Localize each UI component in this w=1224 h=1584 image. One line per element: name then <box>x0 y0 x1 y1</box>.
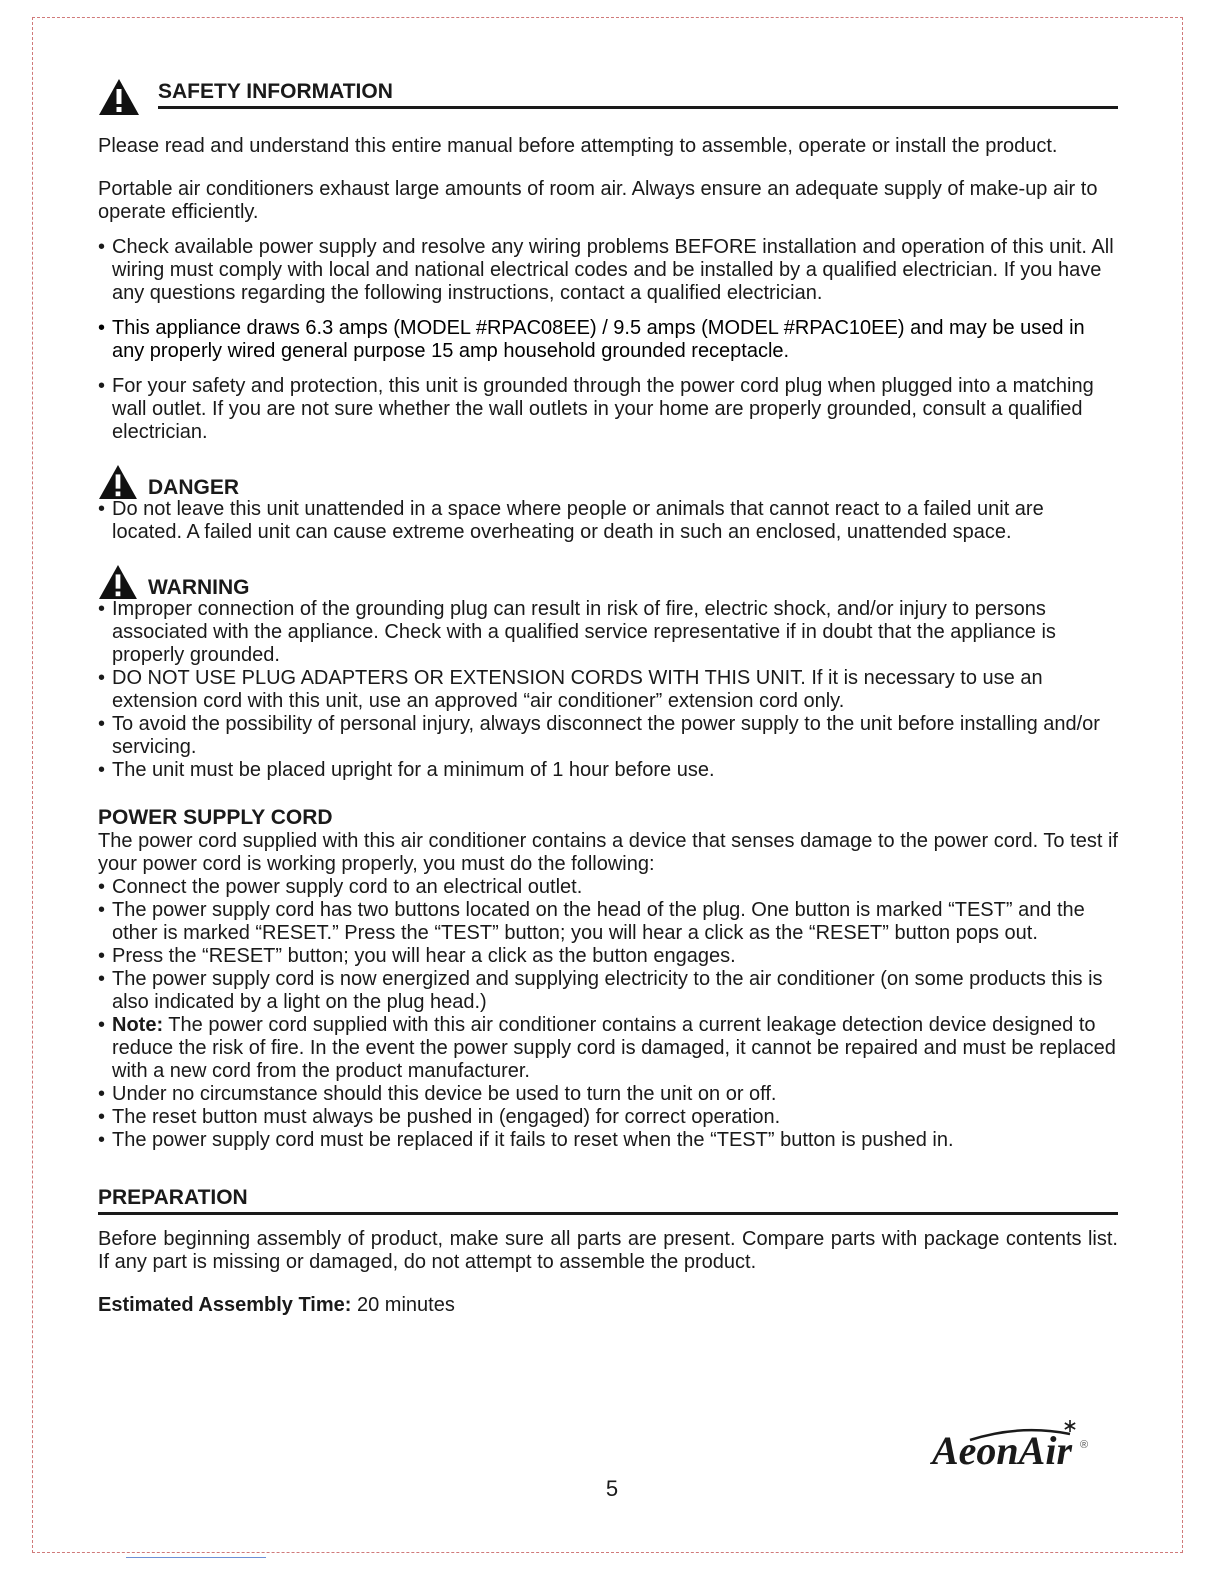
logo-wordmark: AeonAir <box>932 1428 1073 1473</box>
preparation-text: Before beginning assembly of product, make sure all parts are present. Compare parts with package contents list. If any part is missing or damaged, do not attempt to assemble the product. <box>98 1228 1118 1273</box>
power-cord-bullet: • Press the “RESET” button; you will hear a click as the button engages. <box>98 945 1118 968</box>
preparation-title: PREPARATION <box>98 1186 248 1209</box>
safety-bullet: • This appliance draws 6.3 amps (MODEL #RPAC08EE) / 9.5 amps (MODEL #RPAC10EE) and may be used in any properly wired general purpose 15 amp household grounded receptacle. <box>98 317 1118 363</box>
warning-bullet: • DO NOT USE PLUG ADAPTERS OR EXTENSION CORDS WITH THIS UNIT. If it is necessary to use an extension cord with this unit, use an approved “air conditioner” extension cord only. <box>98 667 1118 713</box>
note-text: The power cord supplied with this air conditioner contains a current leakage detection device designed to reduce the risk of fire. In the event the power supply cord is damaged, it cannot be repaired and must be replaced with a new cord from the product manufacturer. <box>112 1014 1116 1082</box>
safety-header <box>98 76 1118 108</box>
power-cord-title: POWER SUPPLY CORD <box>98 806 333 829</box>
page-edge-mark <box>126 1557 266 1558</box>
warning-label: WARNING <box>148 576 250 599</box>
danger-label: DANGER <box>148 476 240 499</box>
assembly-time-label: Estimated Assembly Time: <box>98 1294 352 1316</box>
preparation-header <box>98 1182 1118 1214</box>
safety-bullet: • Check available power supply and resolve any wiring problems BEFORE installation and operation of this unit. All wiring must comply with local and national electrical codes and be installed by a qualified electrician. If you have any questions regarding the following instructions, contact a qualified electrician. <box>98 236 1118 305</box>
safety-rule <box>158 106 1118 109</box>
power-cord-bullet: • Connect the power supply cord to an electrical outlet. <box>98 876 1118 899</box>
page-number: 5 <box>605 1476 619 1501</box>
danger-bullet: • Do not leave this unit unattended in a space where people or animals that cannot react to a failed unit are located. A failed unit can cause extreme overheating or death in such an enclosed, unattended space. <box>98 498 1118 544</box>
power-cord-bullet: • The power supply cord has two buttons located on the head of the plug. One button is marked “TEST” and the other is marked “RESET.” Press the “TEST” button; you will hear a click as the “RESET” button pops out. <box>98 899 1118 945</box>
assembly-time <box>98 1294 1118 1317</box>
warning-triangle-icon <box>98 78 140 116</box>
warning-bullet: • Improper connection of the grounding plug can result in risk of fire, electric shock, and/or injury to persons associated with the appliance. Check with a qualified service representative if in doubt that the appliance is properly grounded. <box>98 598 1118 667</box>
warning-bullet: • The unit must be placed upright for a minimum of 1 hour before use. <box>98 759 1118 782</box>
power-cord-note <box>98 1014 1118 1083</box>
power-cord-bullet: • The reset button must always be pushed in (engaged) for correct operation. <box>98 1106 1118 1129</box>
warning-triangle-icon <box>98 564 138 600</box>
power-cord-bullet: • The power supply cord must be replaced if it fails to reset when the “TEST” button is pushed in. <box>98 1129 1118 1152</box>
power-cord-bullet: • Under no circumstance should this device be used to turn the unit on or off. <box>98 1083 1118 1106</box>
safety-bullet: • For your safety and protection, this unit is grounded through the power cord plug when plugged into a matching wall outlet. If you are not sure whether the wall outlets in your home are properly grounded, consult a qualified electrician. <box>98 375 1118 444</box>
power-cord-bullet: • The power supply cord is now energized and supplying electricity to the air conditioner (on some products this is also indicated by a light on the plug head.) <box>98 968 1118 1014</box>
danger-header <box>98 470 1118 498</box>
warning-bullet: • To avoid the possibility of personal injury, always disconnect the power supply to the unit before installing and/or servicing. <box>98 713 1118 759</box>
power-cord-intro: The power cord supplied with this air conditioner contains a device that senses damage to the power cord. To test if your power cord is working properly, you must do the following: <box>98 830 1118 875</box>
warning-triangle-icon <box>98 464 138 500</box>
safety-intro-2: Portable air conditioners exhaust large amounts of room air. Always ensure an adequate supply of make-up air to operate efficiently. <box>98 178 1098 223</box>
assembly-time-value: 20 minutes <box>351 1294 455 1316</box>
warning-header <box>98 570 1118 598</box>
aeonair-logo <box>930 1418 1090 1478</box>
safety-intro-1: Please read and understand this entire manual before attempting to assemble, operate or install the product. <box>98 135 1058 157</box>
safety-title: SAFETY INFORMATION <box>158 80 393 103</box>
registered-mark: ® <box>1080 1439 1089 1451</box>
note-label: Note: <box>112 1014 164 1036</box>
preparation-rule <box>98 1212 1118 1215</box>
page-content <box>98 76 1118 1317</box>
